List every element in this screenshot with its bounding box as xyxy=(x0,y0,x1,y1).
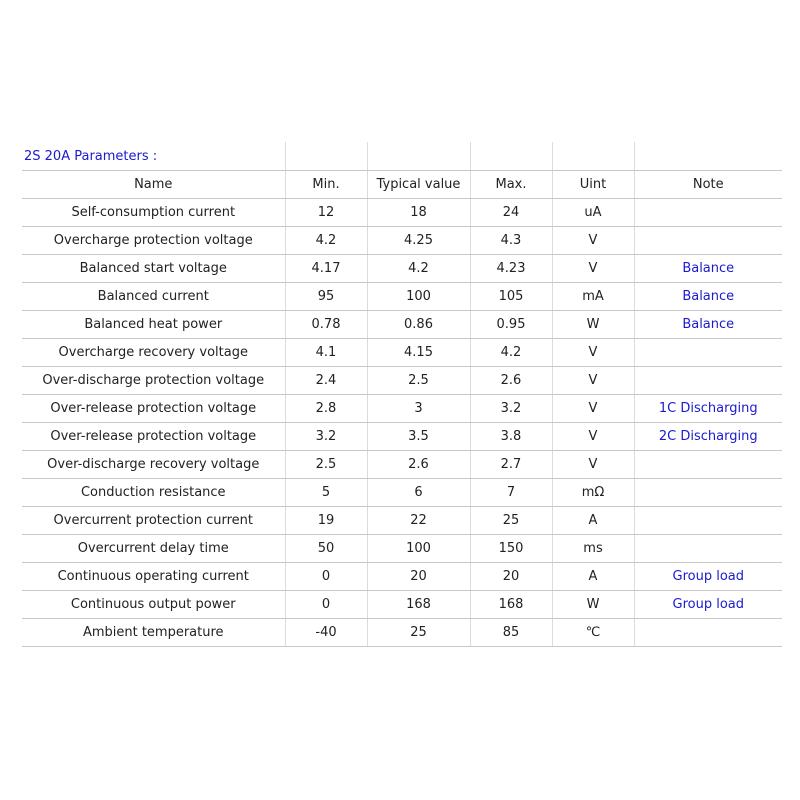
unit-cell: V xyxy=(552,394,634,422)
param-name-cell: Balanced heat power xyxy=(22,310,285,338)
header-unit: Uint xyxy=(552,170,634,198)
param-name-cell: Overcurrent delay time xyxy=(22,534,285,562)
typical-value-cell: 3.5 xyxy=(367,422,470,450)
unit-cell: V xyxy=(552,422,634,450)
min-value-cell: 0 xyxy=(285,562,367,590)
table-row xyxy=(22,562,782,590)
empty-cell xyxy=(552,142,634,170)
unit-cell: V xyxy=(552,450,634,478)
unit-cell: uA xyxy=(552,198,634,226)
note-cell: Balance xyxy=(634,254,782,282)
typical-value-cell: 100 xyxy=(367,534,470,562)
max-value-cell: 4.23 xyxy=(470,254,552,282)
param-name-cell: Continuous operating current xyxy=(22,562,285,590)
typical-value-cell: 18 xyxy=(367,198,470,226)
typical-value-cell: 25 xyxy=(367,618,470,646)
unit-cell: V xyxy=(552,338,634,366)
param-name-cell: Conduction resistance xyxy=(22,478,285,506)
min-value-cell: 4.17 xyxy=(285,254,367,282)
table-row xyxy=(22,226,782,254)
note-cell: 1C Discharging xyxy=(634,394,782,422)
note-cell: 2C Discharging xyxy=(634,422,782,450)
min-value-cell: 95 xyxy=(285,282,367,310)
header-name: Name xyxy=(22,170,285,198)
unit-cell: W xyxy=(552,590,634,618)
max-value-cell: 2.6 xyxy=(470,366,552,394)
unit-cell: mA xyxy=(552,282,634,310)
table-row xyxy=(22,282,782,310)
param-name-cell: Over-discharge protection voltage xyxy=(22,366,285,394)
typical-value-cell: 20 xyxy=(367,562,470,590)
typical-value-cell: 2.5 xyxy=(367,366,470,394)
min-value-cell: 2.8 xyxy=(285,394,367,422)
table-row xyxy=(22,310,782,338)
unit-cell: V xyxy=(552,226,634,254)
min-value-cell: 2.4 xyxy=(285,366,367,394)
typical-value-cell: 4.2 xyxy=(367,254,470,282)
header-max: Max. xyxy=(470,170,552,198)
note-cell xyxy=(634,478,782,506)
max-value-cell: 24 xyxy=(470,198,552,226)
table-row xyxy=(22,254,782,282)
param-name-cell: Over-release protection voltage xyxy=(22,422,285,450)
min-value-cell: 3.2 xyxy=(285,422,367,450)
max-value-cell: 3.8 xyxy=(470,422,552,450)
caption-row xyxy=(22,142,782,170)
max-value-cell: 3.2 xyxy=(470,394,552,422)
max-value-cell: 4.2 xyxy=(470,338,552,366)
min-value-cell: -40 xyxy=(285,618,367,646)
max-value-cell: 7 xyxy=(470,478,552,506)
note-cell xyxy=(634,366,782,394)
table-row xyxy=(22,618,782,646)
parameters-table xyxy=(22,142,782,647)
max-value-cell: 2.7 xyxy=(470,450,552,478)
max-value-cell: 4.3 xyxy=(470,226,552,254)
empty-cell xyxy=(470,142,552,170)
empty-cell xyxy=(367,142,470,170)
header-min: Min. xyxy=(285,170,367,198)
note-cell xyxy=(634,198,782,226)
min-value-cell: 50 xyxy=(285,534,367,562)
unit-cell: mΩ xyxy=(552,478,634,506)
max-value-cell: 20 xyxy=(470,562,552,590)
note-cell: Group load xyxy=(634,562,782,590)
table-row xyxy=(22,534,782,562)
max-value-cell: 168 xyxy=(470,590,552,618)
table-caption: 2S 20A Parameters : xyxy=(22,142,285,170)
param-name-cell: Overcharge recovery voltage xyxy=(22,338,285,366)
typical-value-cell: 168 xyxy=(367,590,470,618)
max-value-cell: 25 xyxy=(470,506,552,534)
param-name-cell: Over-release protection voltage xyxy=(22,394,285,422)
param-name-cell: Overcharge protection voltage xyxy=(22,226,285,254)
table-row xyxy=(22,422,782,450)
min-value-cell: 4.1 xyxy=(285,338,367,366)
table-row xyxy=(22,366,782,394)
max-value-cell: 105 xyxy=(470,282,552,310)
typical-value-cell: 6 xyxy=(367,478,470,506)
header-typical: Typical value xyxy=(367,170,470,198)
table-row xyxy=(22,394,782,422)
param-name-cell: Balanced current xyxy=(22,282,285,310)
unit-cell: V xyxy=(552,366,634,394)
empty-cell xyxy=(285,142,367,170)
min-value-cell: 12 xyxy=(285,198,367,226)
typical-value-cell: 2.6 xyxy=(367,450,470,478)
param-name-cell: Balanced start voltage xyxy=(22,254,285,282)
param-name-cell: Self-consumption current xyxy=(22,198,285,226)
min-value-cell: 2.5 xyxy=(285,450,367,478)
typical-value-cell: 22 xyxy=(367,506,470,534)
note-cell xyxy=(634,618,782,646)
table-row xyxy=(22,338,782,366)
unit-cell: ms xyxy=(552,534,634,562)
typical-value-cell: 4.15 xyxy=(367,338,470,366)
note-cell xyxy=(634,506,782,534)
max-value-cell: 85 xyxy=(470,618,552,646)
unit-cell: A xyxy=(552,562,634,590)
max-value-cell: 0.95 xyxy=(470,310,552,338)
note-cell xyxy=(634,450,782,478)
unit-cell: W xyxy=(552,310,634,338)
typical-value-cell: 3 xyxy=(367,394,470,422)
note-cell: Group load xyxy=(634,590,782,618)
empty-cell xyxy=(634,142,782,170)
typical-value-cell: 4.25 xyxy=(367,226,470,254)
note-cell: Balance xyxy=(634,282,782,310)
param-name-cell: Overcurrent protection current xyxy=(22,506,285,534)
min-value-cell: 19 xyxy=(285,506,367,534)
typical-value-cell: 100 xyxy=(367,282,470,310)
unit-cell: A xyxy=(552,506,634,534)
table-row xyxy=(22,198,782,226)
min-value-cell: 4.2 xyxy=(285,226,367,254)
min-value-cell: 5 xyxy=(285,478,367,506)
note-cell xyxy=(634,338,782,366)
param-name-cell: Continuous output power xyxy=(22,590,285,618)
param-name-cell: Ambient temperature xyxy=(22,618,285,646)
header-row xyxy=(22,170,782,198)
param-name-cell: Over-discharge recovery voltage xyxy=(22,450,285,478)
typical-value-cell: 0.86 xyxy=(367,310,470,338)
table-row xyxy=(22,506,782,534)
min-value-cell: 0 xyxy=(285,590,367,618)
note-cell xyxy=(634,534,782,562)
max-value-cell: 150 xyxy=(470,534,552,562)
note-cell xyxy=(634,226,782,254)
table-row xyxy=(22,478,782,506)
note-cell: Balance xyxy=(634,310,782,338)
header-note: Note xyxy=(634,170,782,198)
min-value-cell: 0.78 xyxy=(285,310,367,338)
unit-cell: V xyxy=(552,254,634,282)
table-row xyxy=(22,590,782,618)
unit-cell: ℃ xyxy=(552,618,634,646)
table-row xyxy=(22,450,782,478)
